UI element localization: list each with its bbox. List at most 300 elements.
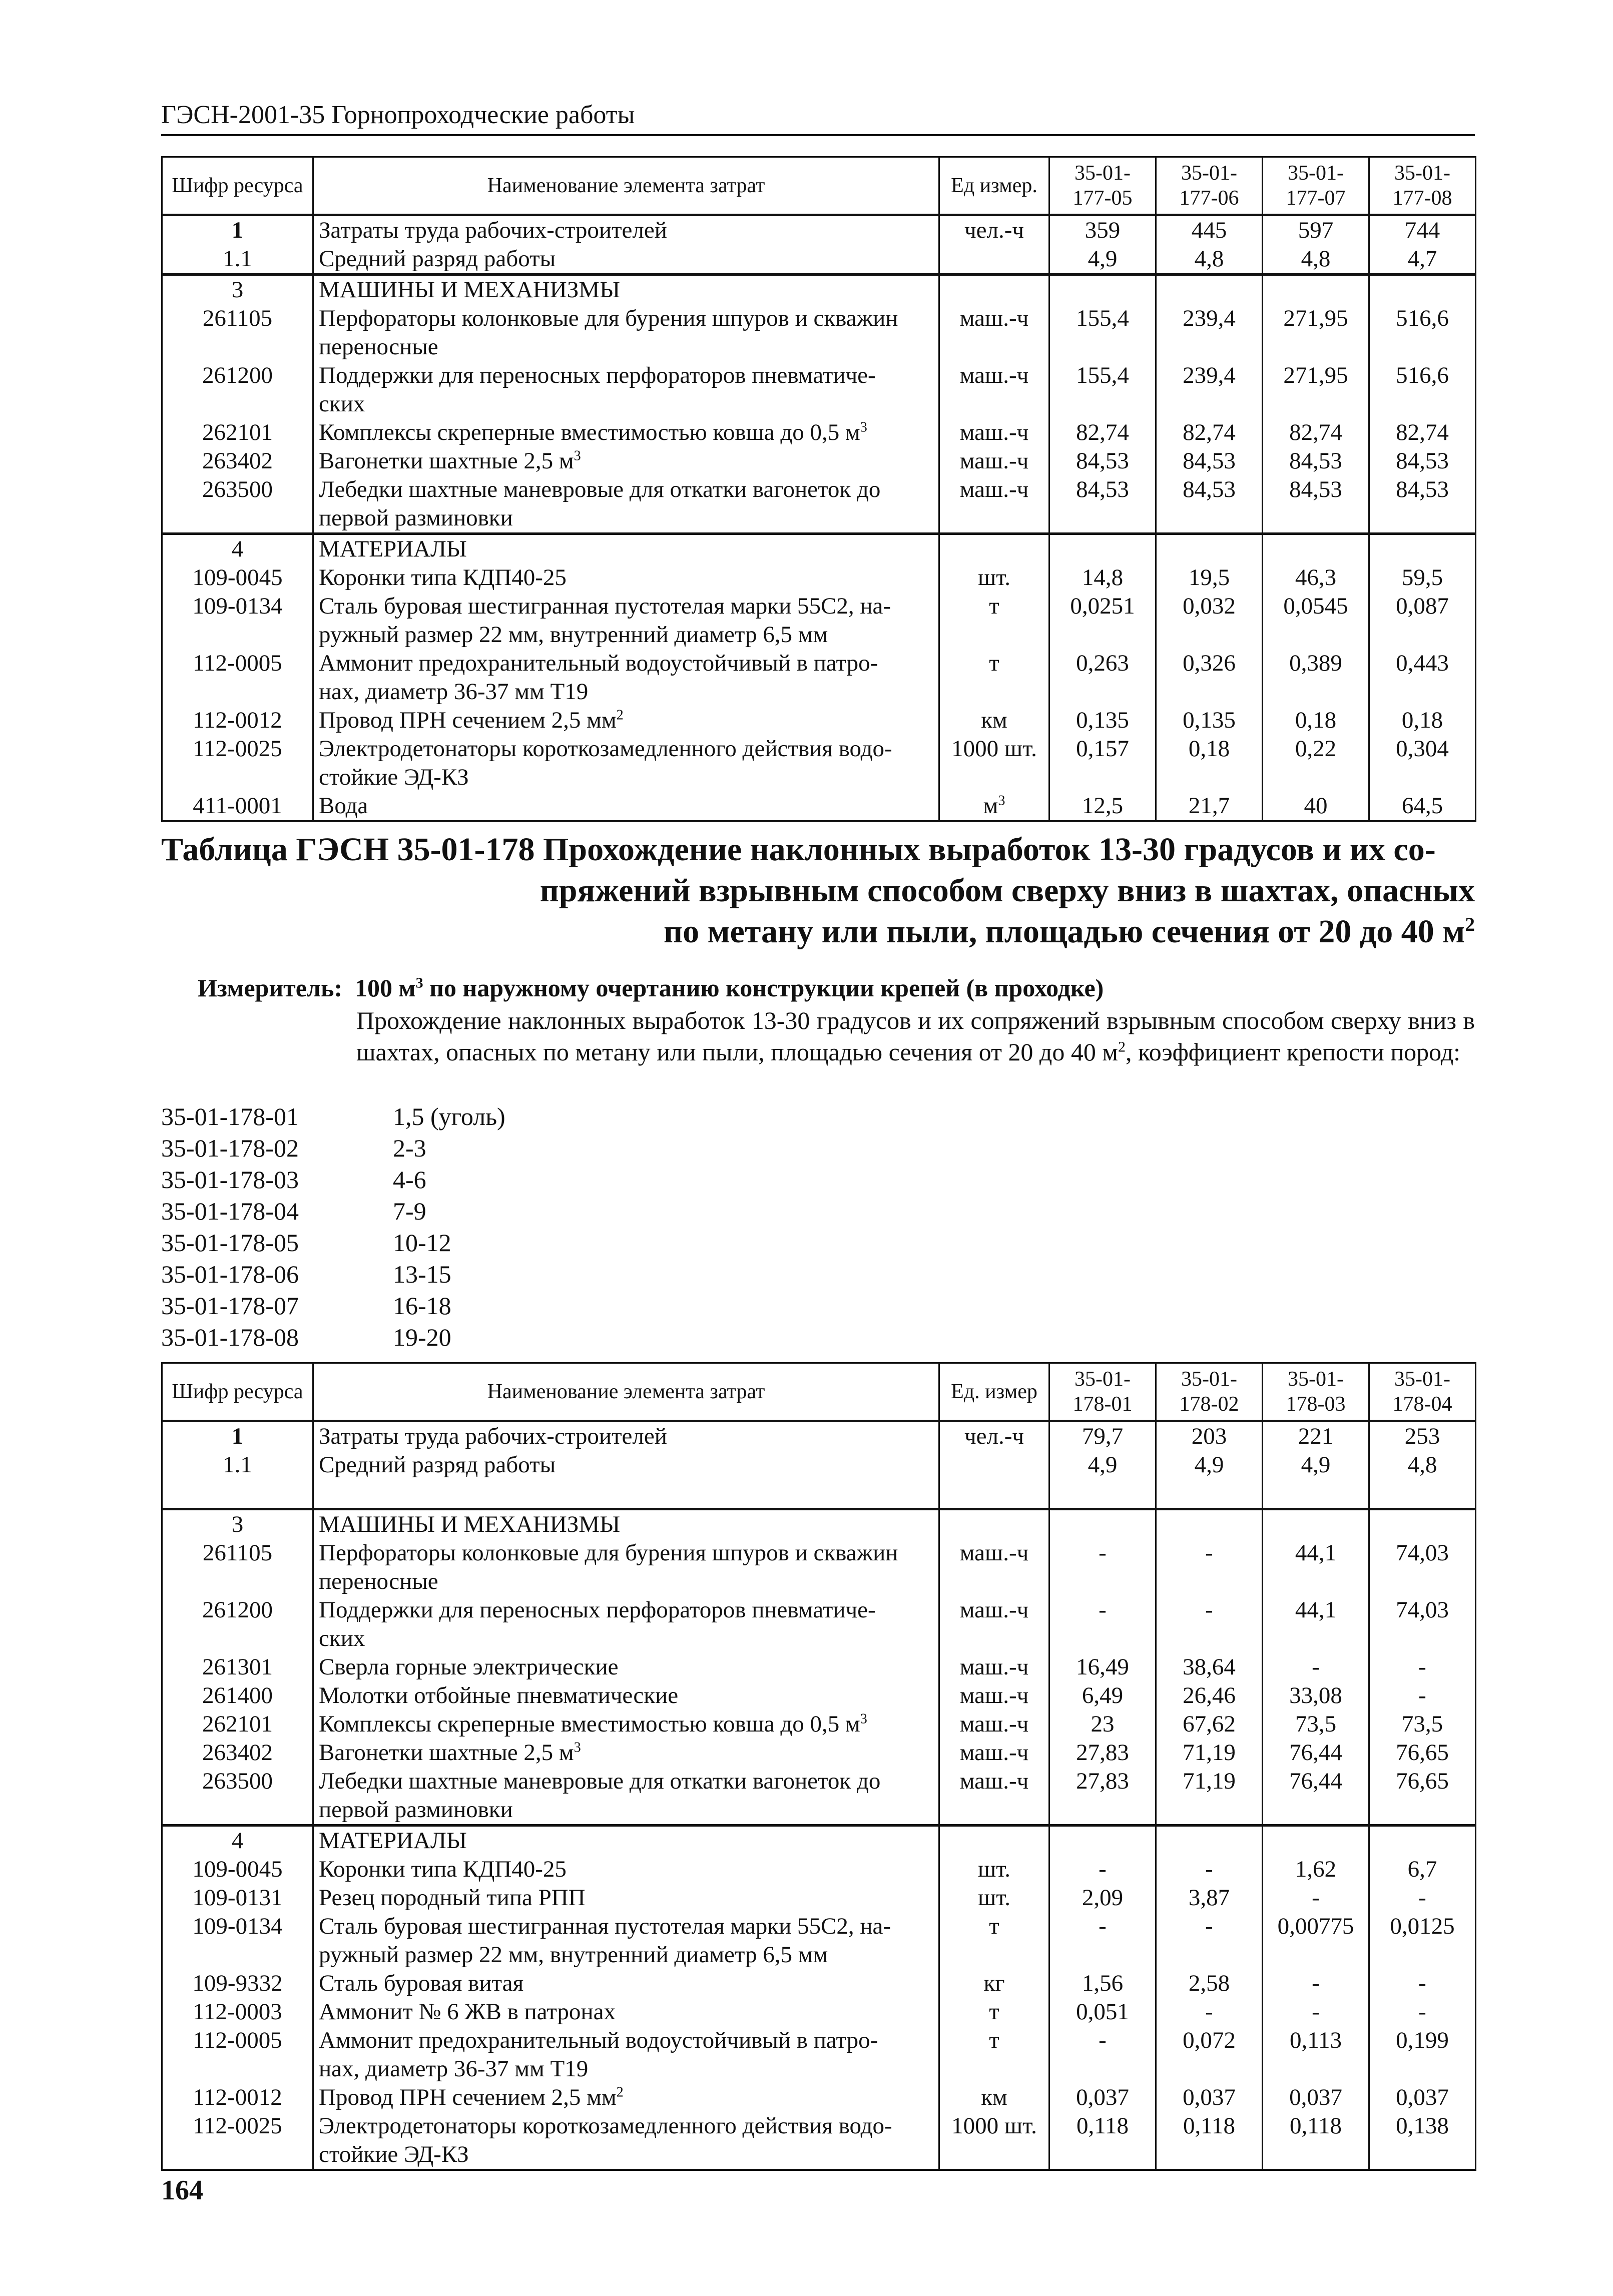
table-row bbox=[162, 1479, 1476, 1509]
name-line: Перфораторы колонковые для бурения шпуров и скважин bbox=[319, 1540, 898, 1566]
value-cell: - bbox=[1369, 1884, 1476, 1912]
unit bbox=[939, 215, 1049, 245]
value-cell: 0,18 bbox=[1369, 706, 1476, 735]
value-cell: 0,138 bbox=[1369, 2112, 1476, 2170]
table-row bbox=[162, 245, 1476, 275]
section-title-row bbox=[162, 275, 1476, 305]
unit bbox=[939, 245, 1049, 275]
value-cell: - bbox=[1156, 1912, 1263, 1969]
unit bbox=[939, 1912, 1049, 1969]
resource-name bbox=[313, 1739, 939, 1767]
superscript: 2 bbox=[616, 707, 624, 723]
value-cell: 0,00775 bbox=[1263, 1912, 1369, 1969]
unit bbox=[939, 563, 1049, 592]
value-cell: - bbox=[1049, 1855, 1156, 1884]
header-code: Шифр ресурса bbox=[162, 157, 313, 215]
table-row bbox=[162, 361, 1476, 418]
value-cell: 0,18 bbox=[1263, 706, 1369, 735]
empty-cell bbox=[939, 275, 1049, 305]
empty-cell bbox=[1369, 534, 1476, 564]
value-cell: 155,4 bbox=[1049, 304, 1156, 361]
superscript: 3 bbox=[860, 1711, 867, 1727]
empty-cell bbox=[1156, 534, 1263, 564]
value-cell: 84,53 bbox=[1369, 475, 1476, 534]
table-header-row bbox=[162, 157, 1476, 215]
name-line: Затраты труда рабочих-строителей bbox=[319, 1423, 667, 1449]
rock-hardness: 1,5 (уголь) bbox=[393, 1102, 505, 1130]
resource-name bbox=[313, 1681, 939, 1710]
section-title-row bbox=[162, 1509, 1476, 1539]
rock-hardness: 4-6 bbox=[393, 1166, 426, 1194]
unit-text: маш.-ч bbox=[959, 1682, 1029, 1708]
value-cell: 82,74 bbox=[1049, 418, 1156, 447]
resource-code: 1.1 bbox=[162, 1451, 313, 1479]
name-line: Комплексы скреперные вместимостью ковша до 0,5 м bbox=[319, 1711, 860, 1737]
resource-name bbox=[313, 1653, 939, 1681]
section-2 bbox=[162, 534, 1476, 822]
resource-name bbox=[313, 649, 939, 706]
resource-code: 263500 bbox=[162, 475, 313, 534]
name-line: Средний разряд работы bbox=[319, 246, 556, 272]
header-column-1 bbox=[1156, 157, 1263, 215]
name-line: переносные bbox=[319, 334, 438, 360]
meter-value-a: 100 м bbox=[355, 974, 416, 1002]
table-row bbox=[162, 1451, 1476, 1479]
unit bbox=[939, 1681, 1049, 1710]
table-title-line-2: пряжений взрывным способом сверху вниз в шахтах, опасных bbox=[540, 872, 1475, 909]
unit-text: кг bbox=[983, 1970, 1005, 1996]
value-cell bbox=[1369, 1479, 1476, 1509]
name-line: Перфораторы колонковые для бурения шпуров и скважин bbox=[319, 305, 898, 331]
value-cell: 33,08 bbox=[1263, 1681, 1369, 1710]
name-line: Аммонит предохранительный водоустойчивый в патро- bbox=[319, 650, 878, 676]
resource-code: 112-0005 bbox=[162, 649, 313, 706]
name-line: Сверла горные электрические bbox=[319, 1654, 619, 1680]
rock-hardness: 16-18 bbox=[393, 1292, 451, 1320]
resource-name bbox=[313, 1767, 939, 1826]
table-row bbox=[162, 1421, 1476, 1451]
value-cell: 0,087 bbox=[1369, 592, 1476, 649]
norm-code: 35-01-178-04 bbox=[161, 1197, 299, 1225]
value-cell: 4,8 bbox=[1263, 245, 1369, 275]
unit bbox=[939, 1596, 1049, 1653]
name-line-wrap bbox=[319, 1710, 933, 1739]
empty-cell bbox=[1049, 1509, 1156, 1539]
table-row bbox=[162, 215, 1476, 245]
unit-text: шт. bbox=[978, 564, 1010, 591]
name-line: Поддержки для переносных перфораторов пневматиче- bbox=[319, 362, 876, 388]
value-cell: 27,83 bbox=[1049, 1739, 1156, 1767]
unit bbox=[939, 1539, 1049, 1596]
section-title: МАШИНЫ И МЕХАНИЗМЫ bbox=[313, 275, 939, 305]
name-line: Сталь буровая витая bbox=[319, 1970, 524, 1996]
resource-name bbox=[313, 245, 939, 275]
value-cell: 73,5 bbox=[1263, 1710, 1369, 1739]
value-cell: 253 bbox=[1369, 1421, 1476, 1451]
name-line: Затраты труда рабочих-строителей bbox=[319, 217, 667, 243]
norm-code: 35-01-178-05 bbox=[161, 1229, 299, 1257]
value-cell: 4,9 bbox=[1049, 1451, 1156, 1479]
norm-code: 35-01-178-02 bbox=[161, 1134, 299, 1162]
empty-cell bbox=[1156, 1509, 1263, 1539]
resource-name bbox=[313, 592, 939, 649]
name-line: Коронки типа КДП40-25 bbox=[319, 1856, 567, 1882]
value-cell: 0,118 bbox=[1263, 2112, 1369, 2170]
value-cell: 59,5 bbox=[1369, 563, 1476, 592]
name-line: нах, диаметр 36-37 мм Т19 bbox=[319, 679, 589, 705]
value-cell: 0,135 bbox=[1156, 706, 1263, 735]
resource-code: 1.1 bbox=[162, 245, 313, 275]
value-cell: 6,7 bbox=[1369, 1855, 1476, 1884]
unit-sup: 3 bbox=[998, 793, 1005, 809]
table-row bbox=[162, 1653, 1476, 1681]
name-line: Коронки типа КДП40-25 bbox=[319, 564, 567, 591]
resource-code: 261200 bbox=[162, 1596, 313, 1653]
unit bbox=[939, 1479, 1049, 1509]
unit-text: маш.-ч bbox=[959, 448, 1029, 474]
norm-code: 35-01-178-03 bbox=[161, 1166, 299, 1194]
value-cell: 46,3 bbox=[1263, 563, 1369, 592]
unit-text: чел.-ч bbox=[964, 217, 1024, 243]
resource-name bbox=[313, 1998, 939, 2026]
page-number: 164 bbox=[161, 2175, 203, 2206]
name-line-wrap bbox=[319, 1739, 933, 1767]
superscript: 3 bbox=[574, 448, 581, 464]
value-cell: - bbox=[1156, 1539, 1263, 1596]
header-name: Наименование элемента затрат bbox=[313, 157, 939, 215]
resource-code: 261105 bbox=[162, 304, 313, 361]
resource-code: 262101 bbox=[162, 418, 313, 447]
name-line-wrap bbox=[319, 2083, 933, 2112]
resource-name bbox=[313, 1884, 939, 1912]
resource-name bbox=[313, 2083, 939, 2112]
resource-name bbox=[313, 1479, 939, 1509]
value-cell: 4,9 bbox=[1049, 245, 1156, 275]
unit-text: маш.-ч bbox=[959, 476, 1029, 502]
section-code: 3 bbox=[162, 275, 313, 305]
value-cell: 516,6 bbox=[1369, 361, 1476, 418]
superscript: 2 bbox=[616, 2084, 624, 2100]
resource-name bbox=[313, 1421, 939, 1451]
empty-cell bbox=[1156, 275, 1263, 305]
header-column-line: 177-06 bbox=[1179, 187, 1239, 210]
unit-text: 1000 шт. bbox=[951, 736, 1037, 762]
empty-cell bbox=[1049, 534, 1156, 564]
name-line: Средний разряд работы bbox=[319, 1452, 556, 1478]
resource-name bbox=[313, 1539, 939, 1596]
table-header-row bbox=[162, 1363, 1476, 1421]
header-code: Шифр ресурса bbox=[162, 1363, 313, 1421]
rock-hardness: 19-20 bbox=[393, 1323, 451, 1351]
value-cell bbox=[1049, 1479, 1156, 1509]
value-cell: 84,53 bbox=[1263, 475, 1369, 534]
unit bbox=[939, 1653, 1049, 1681]
header-column-line: 35-01- bbox=[1394, 162, 1450, 185]
unit bbox=[939, 1710, 1049, 1739]
value-cell: 44,1 bbox=[1263, 1596, 1369, 1653]
table-row bbox=[162, 1884, 1476, 1912]
section-1 bbox=[162, 1509, 1476, 1826]
resource-code: 109-9332 bbox=[162, 1969, 313, 1998]
unit-text: маш.-ч bbox=[959, 1740, 1029, 1766]
header-column-line: 35-01- bbox=[1181, 1368, 1237, 1391]
empty-cell bbox=[1049, 275, 1156, 305]
code-list bbox=[161, 1101, 505, 1353]
table-row bbox=[162, 706, 1476, 735]
unit-text: маш.-ч bbox=[959, 1711, 1029, 1737]
resource-code: 109-0131 bbox=[162, 1884, 313, 1912]
table-row bbox=[162, 2026, 1476, 2083]
value-cell: 0,326 bbox=[1156, 649, 1263, 706]
header-column-0 bbox=[1049, 157, 1156, 215]
table-row bbox=[162, 447, 1476, 475]
resource-name bbox=[313, 1596, 939, 1653]
name-line: первой разминовки bbox=[319, 505, 513, 531]
resource-code: 261105 bbox=[162, 1539, 313, 1596]
value-cell: 0,032 bbox=[1156, 592, 1263, 649]
name-line: Провод ПРН сечением 2,5 мм bbox=[319, 2084, 617, 2110]
value-cell: 221 bbox=[1263, 1421, 1369, 1451]
empty-cell bbox=[1369, 275, 1476, 305]
value-cell: 2,09 bbox=[1049, 1884, 1156, 1912]
unit-text: т bbox=[989, 1913, 999, 1939]
value-cell: 0,304 bbox=[1369, 735, 1476, 792]
header-column-line: 178-04 bbox=[1392, 1393, 1452, 1416]
value-cell: 0,037 bbox=[1369, 2083, 1476, 2112]
resource-code: 112-0025 bbox=[162, 735, 313, 792]
value-cell: 84,53 bbox=[1049, 475, 1156, 534]
table-row bbox=[162, 2083, 1476, 2112]
value-cell: 0,135 bbox=[1049, 706, 1156, 735]
name-line: Лебедки шахтные маневровые для откатки вагонеток до bbox=[319, 1768, 881, 1794]
resource-code: 261200 bbox=[162, 361, 313, 418]
unit bbox=[939, 1998, 1049, 2026]
resource-name bbox=[313, 735, 939, 792]
name-line: Молотки отбойные пневматические bbox=[319, 1682, 679, 1708]
name-line: Резец породный типа РПП bbox=[319, 1885, 586, 1911]
unit-text: маш.-ч bbox=[959, 419, 1029, 445]
value-cell: - bbox=[1369, 1998, 1476, 2026]
unit bbox=[939, 1855, 1049, 1884]
value-cell: 0,157 bbox=[1049, 735, 1156, 792]
code-list-item bbox=[161, 1164, 505, 1196]
value-cell: 0,113 bbox=[1263, 2026, 1369, 2083]
unit bbox=[939, 735, 1049, 792]
table-row bbox=[162, 735, 1476, 792]
meter-value-b: по наружному очертанию конструкции крепей (в проходке) bbox=[423, 974, 1104, 1002]
value-cell: 74,03 bbox=[1369, 1596, 1476, 1653]
section-title: МАШИНЫ И МЕХАНИЗМЫ bbox=[313, 1509, 939, 1539]
header-column-2 bbox=[1263, 1363, 1369, 1421]
table-row bbox=[162, 1855, 1476, 1884]
value-cell: 0,389 bbox=[1263, 649, 1369, 706]
unit bbox=[939, 1421, 1049, 1451]
section-0 bbox=[162, 215, 1476, 275]
resource-code: 411-0001 bbox=[162, 792, 313, 821]
resource-name bbox=[313, 1855, 939, 1884]
unit bbox=[939, 2083, 1049, 2112]
value-cell: - bbox=[1369, 1969, 1476, 1998]
value-cell: 84,53 bbox=[1049, 447, 1156, 475]
resource-name bbox=[313, 563, 939, 592]
unit bbox=[939, 706, 1049, 735]
value-cell: 73,5 bbox=[1369, 1710, 1476, 1739]
value-cell: - bbox=[1049, 2026, 1156, 2083]
unit-text: маш.-ч bbox=[959, 1540, 1029, 1566]
name-line: Вагонетки шахтные 2,5 м bbox=[319, 448, 574, 474]
value-cell: 0,263 bbox=[1049, 649, 1156, 706]
table-row bbox=[162, 649, 1476, 706]
value-cell: 26,46 bbox=[1156, 1681, 1263, 1710]
unit bbox=[939, 592, 1049, 649]
name-line: Вагонетки шахтные 2,5 м bbox=[319, 1740, 574, 1766]
rock-hardness: 13-15 bbox=[393, 1260, 451, 1288]
name-line-wrap bbox=[319, 418, 933, 447]
resource-name bbox=[313, 475, 939, 534]
table-row bbox=[162, 2112, 1476, 2170]
value-cell: 4,8 bbox=[1369, 1451, 1476, 1479]
value-cell bbox=[1156, 1479, 1263, 1509]
resource-name bbox=[313, 2026, 939, 2083]
value-cell: - bbox=[1369, 1681, 1476, 1710]
section-0 bbox=[162, 1421, 1476, 1509]
empty-cell bbox=[939, 534, 1049, 564]
value-cell: 0,199 bbox=[1369, 2026, 1476, 2083]
name-line: Аммонит № 6 ЖВ в патронах bbox=[319, 1999, 616, 2025]
unit-text: км bbox=[981, 707, 1007, 733]
table-row bbox=[162, 1998, 1476, 2026]
empty-cell bbox=[1156, 1826, 1263, 1856]
code-list-item bbox=[161, 1290, 505, 1322]
name-line: нах, диаметр 36-37 мм Т19 bbox=[319, 2056, 589, 2082]
empty-cell bbox=[1369, 1826, 1476, 1856]
resource-code: 261301 bbox=[162, 1653, 313, 1681]
empty-cell bbox=[1263, 1509, 1369, 1539]
name-line: Вода bbox=[319, 793, 368, 819]
table-row bbox=[162, 418, 1476, 447]
name-line: стойкие ЭД-КЗ bbox=[319, 2141, 469, 2167]
value-cell: 0,22 bbox=[1263, 735, 1369, 792]
description-a: Прохождение наклонных выработок 13-30 градусов и их сопряжений взрывным способом сверху вниз в шахтах, опасных по метану или пыли, площадью сечения от 20 до 40 м bbox=[356, 1006, 1475, 1066]
header-unit: Ед измер. bbox=[939, 157, 1049, 215]
description-b: , коэффициент крепости пород: bbox=[1126, 1038, 1461, 1066]
name-line: ских bbox=[319, 1625, 365, 1651]
section-code: 4 bbox=[162, 1826, 313, 1856]
value-cell: 597 bbox=[1263, 215, 1369, 245]
empty-cell bbox=[1263, 1826, 1369, 1856]
table-title-line-1: Таблица ГЭСН 35-01-178 Прохождение наклонных выработок 13-30 градусов и их со- bbox=[161, 831, 1436, 868]
resource-code: 109-0134 bbox=[162, 592, 313, 649]
header-column-line: 177-08 bbox=[1392, 187, 1452, 210]
unit-text: т bbox=[989, 650, 999, 676]
rock-hardness: 7-9 bbox=[393, 1197, 426, 1225]
value-cell: 19,5 bbox=[1156, 563, 1263, 592]
name-line: ских bbox=[319, 391, 365, 417]
resource-name bbox=[313, 304, 939, 361]
value-cell: 16,49 bbox=[1049, 1653, 1156, 1681]
header-column-line: 177-05 bbox=[1072, 187, 1133, 210]
resource-code: 1 bbox=[162, 1421, 313, 1451]
section-title-row bbox=[162, 1826, 1476, 1856]
code-list-item bbox=[161, 1227, 505, 1259]
running-head: ГЭСН-2001-35 Горнопроходческие работы bbox=[161, 101, 635, 129]
unit bbox=[939, 649, 1049, 706]
value-cell: 0,443 bbox=[1369, 649, 1476, 706]
unit bbox=[939, 1739, 1049, 1767]
unit-text: 1000 шт. bbox=[951, 2113, 1037, 2139]
name-line: Аммонит предохранительный водоустойчивый в патро- bbox=[319, 2027, 878, 2053]
table-row bbox=[162, 1710, 1476, 1739]
value-cell: 0,0125 bbox=[1369, 1912, 1476, 1969]
value-cell: 21,7 bbox=[1156, 792, 1263, 821]
empty-cell bbox=[1263, 534, 1369, 564]
resource-name bbox=[313, 447, 939, 475]
value-cell: 203 bbox=[1156, 1421, 1263, 1451]
description bbox=[356, 1005, 1475, 1068]
unit-text: т bbox=[989, 593, 999, 619]
resource-code: 112-0012 bbox=[162, 2083, 313, 2112]
name-line: Электродетонаторы короткозамедленного действия водо- bbox=[319, 2113, 892, 2139]
name-line: ружный размер 22 мм, внутренний диаметр 6,5 мм bbox=[319, 622, 828, 648]
value-cell: 76,65 bbox=[1369, 1767, 1476, 1826]
unit bbox=[939, 361, 1049, 418]
table-row bbox=[162, 1739, 1476, 1767]
header-column-3 bbox=[1369, 157, 1476, 215]
table-row bbox=[162, 563, 1476, 592]
norm-code: 35-01-178-01 bbox=[161, 1102, 299, 1130]
empty-cell bbox=[939, 1509, 1049, 1539]
header-rule bbox=[161, 134, 1475, 136]
value-cell: 4,9 bbox=[1156, 1451, 1263, 1479]
value-cell: 0,072 bbox=[1156, 2026, 1263, 2083]
value-cell: - bbox=[1263, 1884, 1369, 1912]
resource-name bbox=[313, 706, 939, 735]
value-cell: 359 bbox=[1049, 215, 1156, 245]
section-code: 3 bbox=[162, 1509, 313, 1539]
value-cell: 76,65 bbox=[1369, 1739, 1476, 1767]
unit-text: маш.-ч bbox=[959, 305, 1029, 331]
unit bbox=[939, 2112, 1049, 2170]
resource-table-177 bbox=[161, 156, 1476, 822]
value-cell: 67,62 bbox=[1156, 1710, 1263, 1739]
value-cell: 0,118 bbox=[1049, 2112, 1156, 2170]
resource-code: 112-0012 bbox=[162, 706, 313, 735]
value-cell: 84,53 bbox=[1369, 447, 1476, 475]
value-cell: - bbox=[1156, 1596, 1263, 1653]
value-cell: 516,6 bbox=[1369, 304, 1476, 361]
rock-hardness: 10-12 bbox=[393, 1229, 451, 1257]
value-cell: 12,5 bbox=[1049, 792, 1156, 821]
value-cell: 79,7 bbox=[1049, 1421, 1156, 1451]
value-cell: - bbox=[1049, 1539, 1156, 1596]
value-cell: 0,18 bbox=[1156, 735, 1263, 792]
table-row bbox=[162, 304, 1476, 361]
value-cell: 71,19 bbox=[1156, 1767, 1263, 1826]
header-column-line: 177-07 bbox=[1286, 187, 1346, 210]
unit-text: км bbox=[981, 2084, 1007, 2110]
section-title: МАТЕРИАЛЫ bbox=[313, 1826, 939, 1856]
resource-name bbox=[313, 418, 939, 447]
value-cell: 76,44 bbox=[1263, 1739, 1369, 1767]
value-cell: 0,118 bbox=[1156, 2112, 1263, 2170]
value-cell: 44,1 bbox=[1263, 1539, 1369, 1596]
value-cell: 155,4 bbox=[1049, 361, 1156, 418]
header-column-line: 35-01- bbox=[1074, 162, 1131, 185]
resource-name bbox=[313, 2112, 939, 2170]
value-cell: 71,19 bbox=[1156, 1739, 1263, 1767]
name-line: Лебедки шахтные маневровые для откатки вагонеток до bbox=[319, 476, 881, 502]
table-row bbox=[162, 1912, 1476, 1969]
